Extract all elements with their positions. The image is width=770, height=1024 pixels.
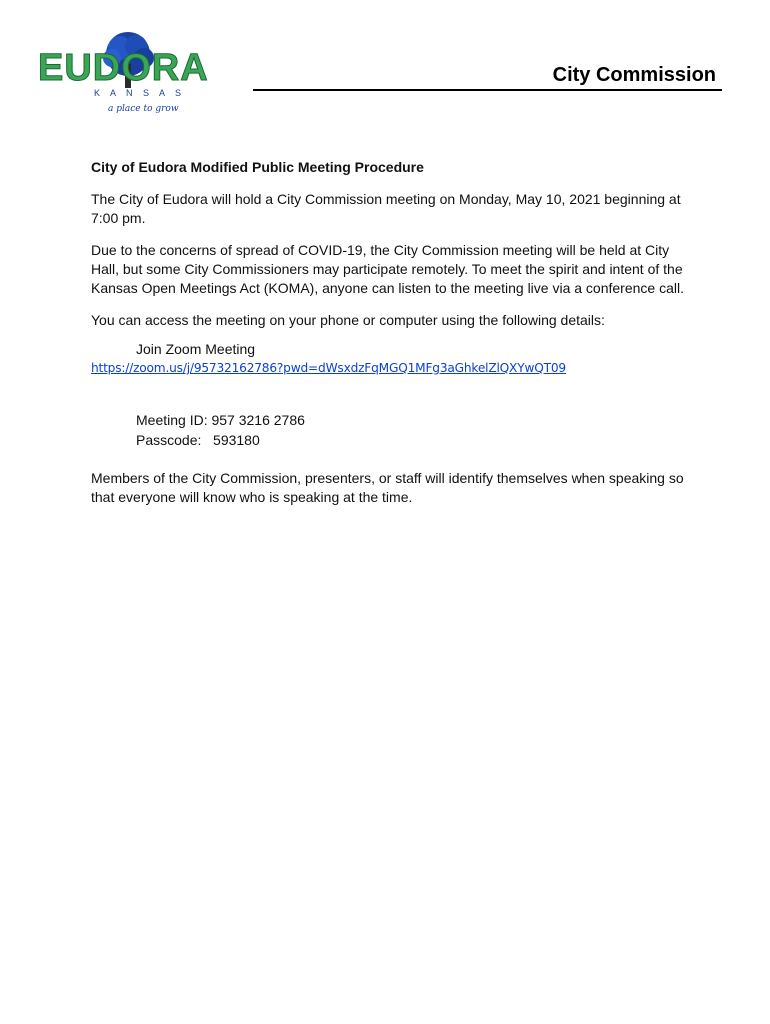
logo-kansas: K A N S A S (94, 88, 186, 98)
paragraph-access: You can access the meeting on your phone or computer using the following details: (91, 312, 605, 328)
meeting-id: Meeting ID: 957 3216 2786 (136, 412, 305, 428)
document-heading: City of Eudora Modified Public Meeting Procedure (91, 159, 424, 175)
paragraph-covid: Due to the concerns of spread of COVID-19, the City Commission meeting will be held at City Hall, but some City Commissioners may participate remotely. To meet the spirit and intent of the Kansas Open Meetings Act (KOMA), anyone can listen to the meeting live via a conference call. (91, 242, 684, 296)
header-rule (253, 89, 722, 91)
paragraph-meeting-date: The City of Eudora will hold a City Commission meeting on Monday, May 10, 2021 beginning at 7:00 pm. (91, 191, 681, 226)
eudora-logo (36, 28, 248, 118)
passcode: Passcode: 593180 (136, 432, 260, 448)
zoom-meeting-link[interactable]: https://zoom.us/j/95732162786?pwd=dWsxdzFqMGQ1MFg3aGhkelZlQXYwQT09 (91, 361, 566, 375)
page-title: City Commission (552, 64, 716, 86)
document-body (91, 158, 691, 330)
logo-tagline: a place to grow (108, 104, 179, 114)
paragraph-members: Members of the City Commission, presenters, or staff will identify themselves when speaking so that everyone will know who is speaking at the time. (91, 470, 684, 505)
svg-text:EUDORA: EUDORA (38, 47, 209, 89)
zoom-label: Join Zoom Meeting (136, 341, 256, 357)
